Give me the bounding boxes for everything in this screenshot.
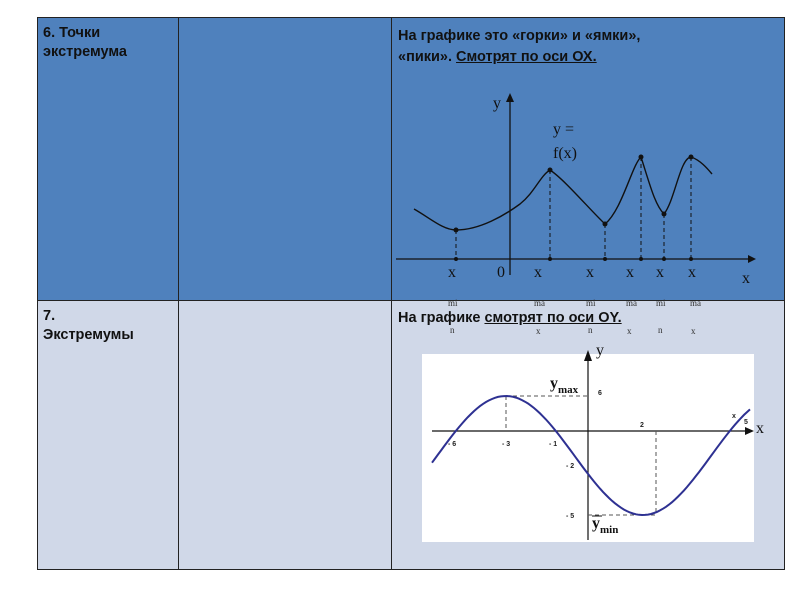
row1-label-line2: экстремума	[43, 44, 127, 60]
tick-y-minus5: - 5	[566, 513, 575, 520]
graph2-x-label: x	[756, 420, 764, 437]
row2-label-line1: 7.	[43, 308, 56, 324]
graph2-y-label: y	[596, 342, 604, 359]
row1-label-line1: 6. Точки	[43, 25, 101, 41]
xmin-label-2: x	[586, 264, 594, 281]
ymax-main: y	[550, 375, 558, 392]
row1-desc-line1: На графике это «горки» и «ямки»,	[398, 28, 641, 44]
row1-desc-underlined: Смотрят по оси ОХ.	[456, 49, 597, 65]
xmin-label-3: x	[656, 264, 664, 281]
graph1-origin-label: 0	[497, 264, 505, 281]
graph1-function-line2: f(x)	[553, 145, 577, 162]
row2-label-line2: Экстремумы	[43, 327, 134, 343]
subscript-max-1-top: ma	[534, 298, 545, 308]
subscript-min-2-bottom: n	[588, 325, 593, 335]
subscript-min-3-top: mi	[656, 298, 666, 308]
graph1-function-line1: y =	[553, 121, 575, 138]
tick-x-2: 2	[640, 422, 644, 429]
subscript-max-3-bottom: x	[691, 326, 696, 336]
subscript-min-3-bottom: n	[658, 325, 663, 335]
tick-x-minus6: - 6	[448, 441, 457, 448]
subscript-max-2-top: ma	[626, 298, 637, 308]
subscript-max-3-top: ma	[690, 298, 701, 308]
ymin-main: y	[592, 515, 600, 532]
row2-desc-underlined: смотрят по оси ОY.	[484, 310, 622, 326]
tick-y-6: 6	[598, 390, 602, 397]
graph1-x-label: x	[742, 270, 750, 287]
ymax-sub: max	[558, 384, 579, 396]
tick-x-minus1: - 1	[549, 441, 558, 448]
subscript-min-1-bottom: n	[450, 325, 455, 335]
subscript-max-2-bottom: x	[627, 326, 632, 336]
graph1-y-label: y	[493, 95, 501, 112]
tick-y-minus2: - 2	[566, 463, 575, 470]
xmax-label-2: x	[626, 264, 634, 281]
tick-x-minus3: - 3	[502, 441, 511, 448]
subscript-max-1-bottom: x	[536, 326, 541, 336]
tick-x-extra: x	[732, 413, 736, 420]
subscript-min-2-top: mi	[586, 298, 596, 308]
row2-desc-plain: На графике	[398, 310, 485, 326]
xmax-label-1: x	[534, 264, 542, 281]
tick-x-5: 5	[744, 419, 748, 426]
xmax-label-3: x	[688, 264, 696, 281]
row1-desc-plain: «пики».	[398, 49, 457, 65]
subscript-min-1-top: mi	[448, 298, 458, 308]
xmin-label-1: x	[448, 264, 456, 281]
ymin-sub: min	[600, 524, 619, 536]
